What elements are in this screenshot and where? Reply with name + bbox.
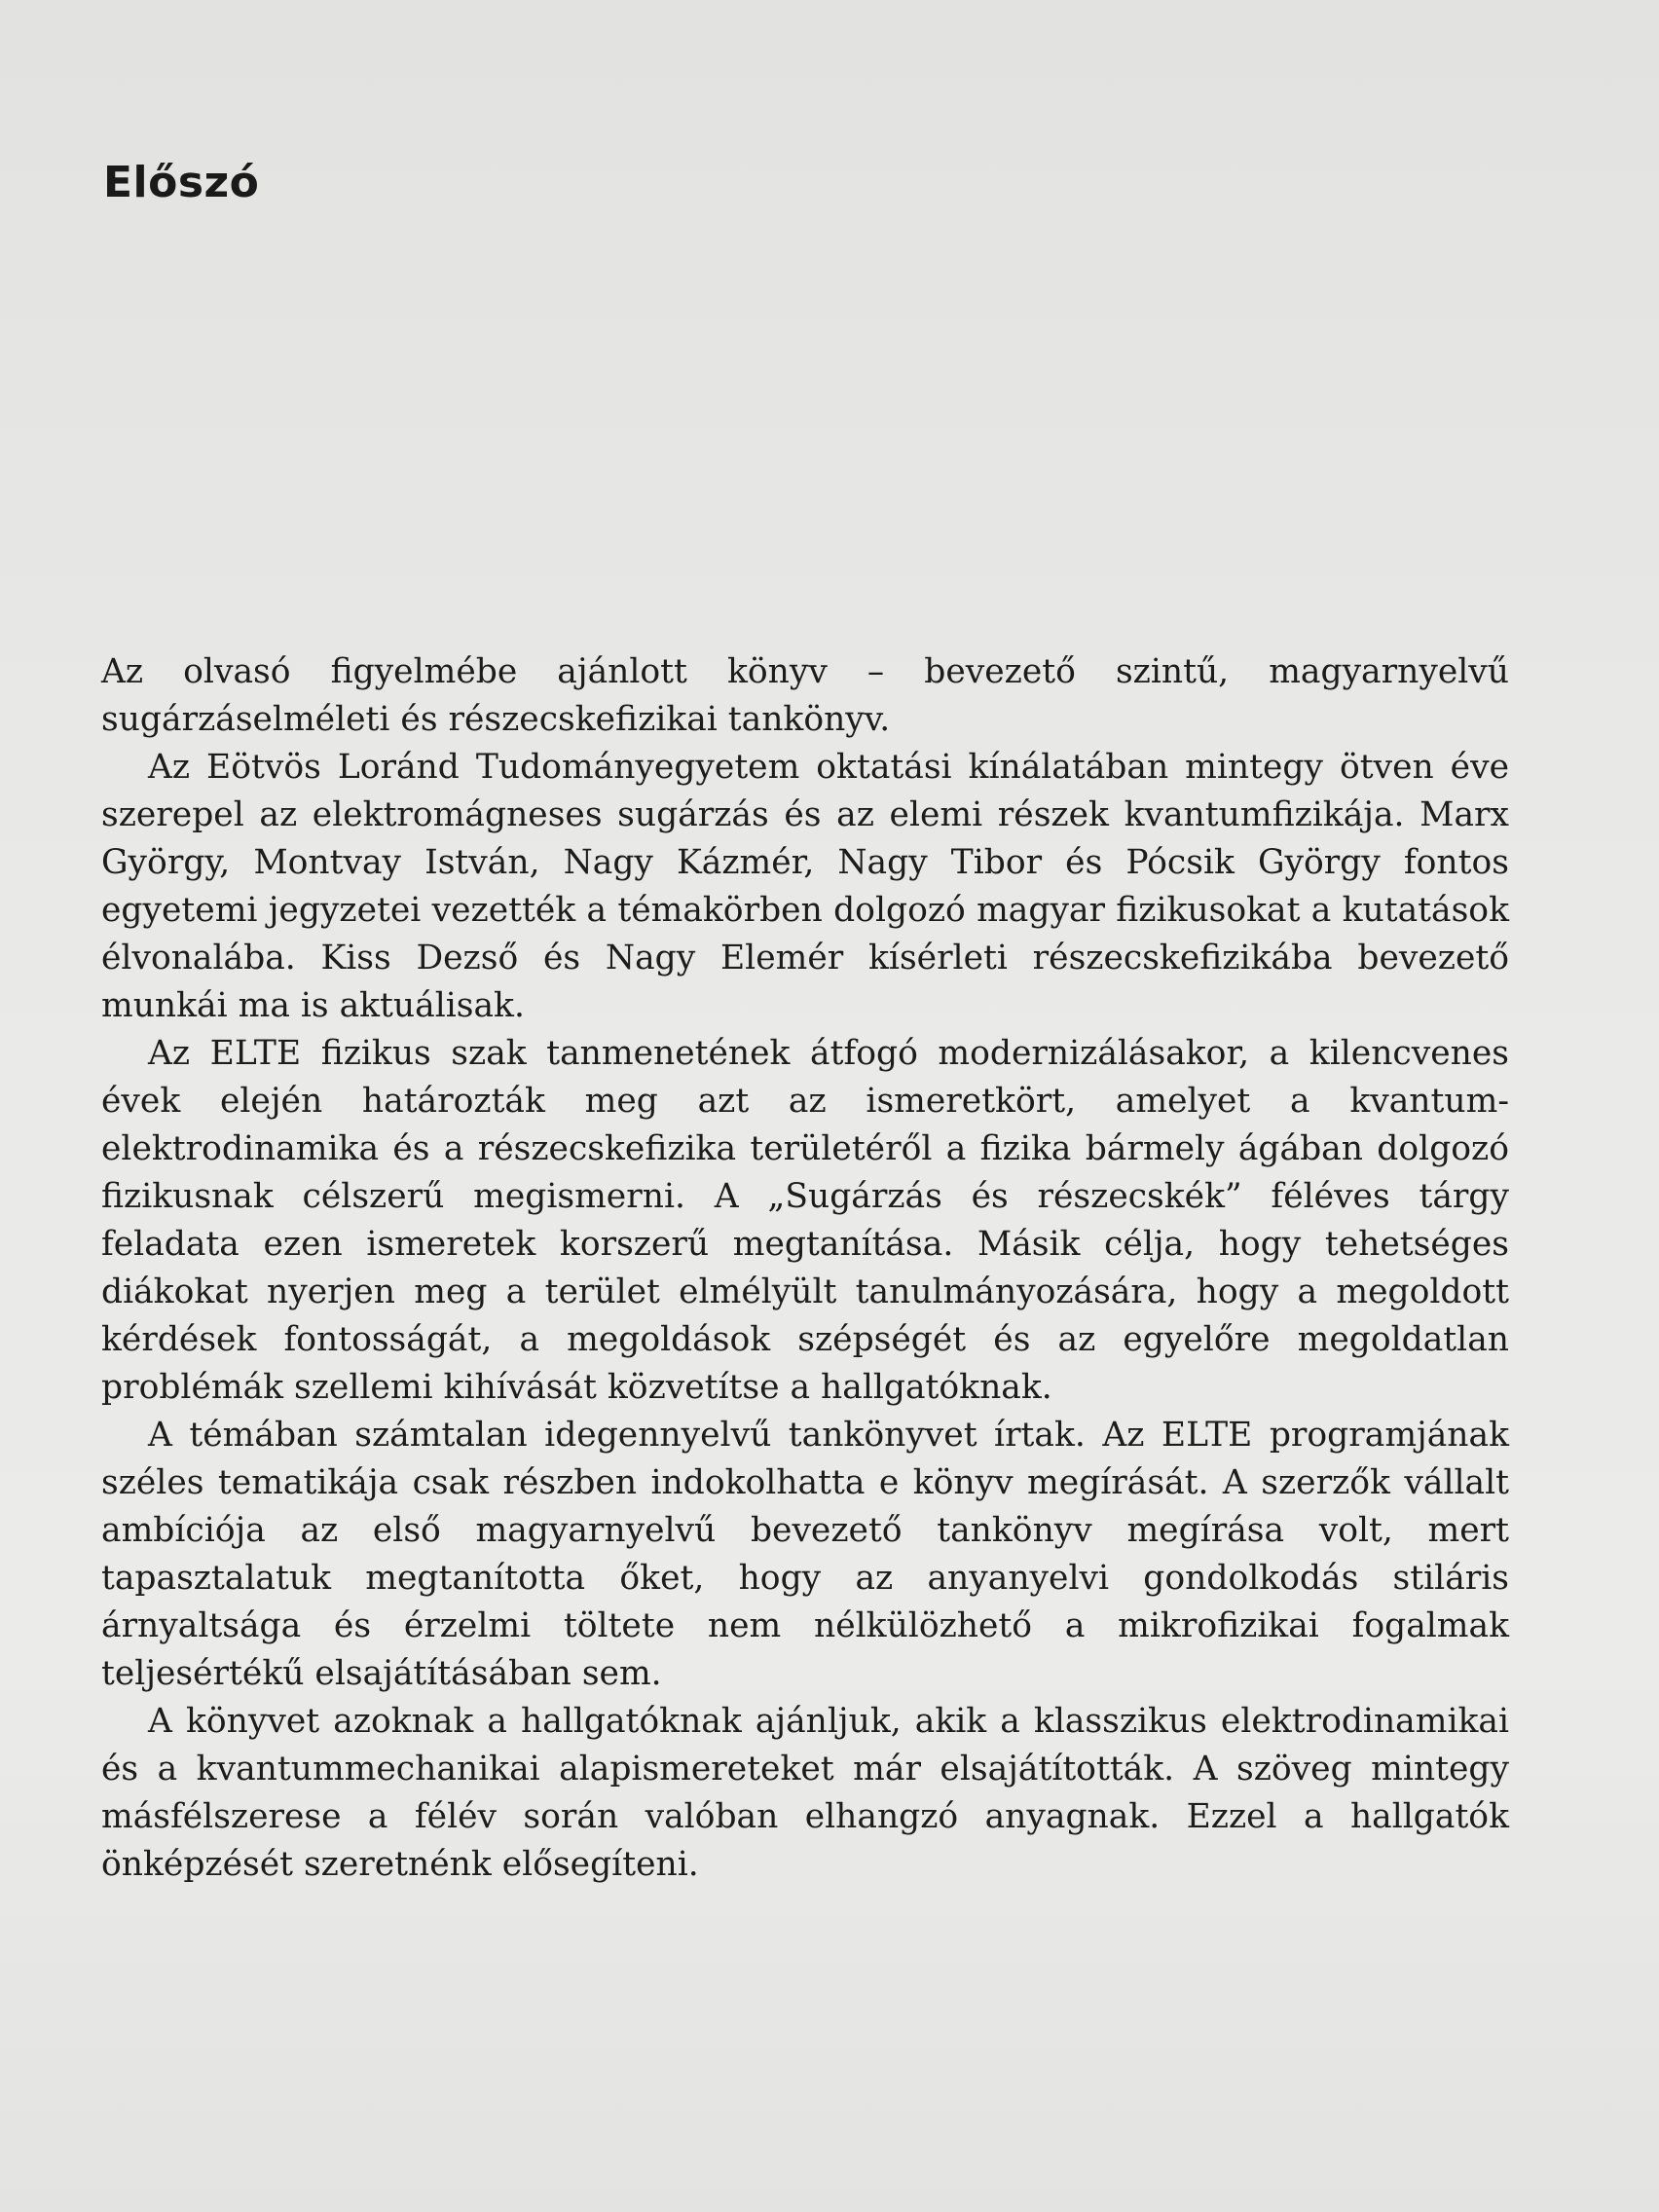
paragraph-2: Az Eötvös Loránd Tudományegyetem oktatási kínálatában mintegy ötven éve szerepel az elektromágneses sugárzás és az elemi részek kvantumfizikája. Marx György, Montvay István, Nagy Kázmér, Nagy Tibor és Pócsik György fontos egyetemi jegyzetei vezették a témakörben dolgozó magyar fizikusokat a kutatások élvonalába. Kiss Dezső és Nagy Elemér kísérleti részecskefizikába bevezető munkái ma is aktuálisak. [101,748,1509,1025]
page-heading: Előszó [103,158,260,207]
show-through-text [1013,0,1597,487]
preface-body [101,648,1509,1889]
paragraph-4: A témában számtalan idegennyelvű tankönyvet írtak. Az ELTE programjának széles tematikája csak részben indokolhatta e könyv megírását. A szerzők vállalt ambíciója az első magyarnyelvű bevezető tankönyv megírása volt, mert tapasztalatuk megtanította őket, hogy az anyanyelvi gondolkodás stiláris árnyaltsága és érzelmi töltete nem nélkülözhető a mikrofizikai fogalmak teljesértékű elsajátításában sem. [101,1416,1509,1693]
paragraph-3: Az ELTE fizikus szak tanmenetének átfogó modernizálásakor, a kilencvenes évek elején határozták meg azt az ismeretkört, amelyet a kvantumelektrodinamika és a részecskefizika területéről a fizika bármely ágában dolgozó fizikusnak célszerű megismerni. A „Sugárzás és részecskék” féléves tárgy feladata ezen ismeretek korszerű megtanítása. Másik célja, hogy tehetséges diákokat nyerjen meg a terület elmélyült tanulmányozására, hogy a megoldott kérdések fontosságát, a megoldások szépségét és az egyelőre megoldatlan problémák szellemi kihívását közvetítse a hallgatóknak. [101,1034,1509,1407]
paragraph-1: Az olvasó figyelmébe ajánlott könyv – bevezető szintű, magyarnyelvű sugárzáselméleti és részecskefizikai tankönyv. [101,652,1509,739]
paragraph-5: A könyvet azoknak a hallgatóknak ajánljuk, akik a klasszikus elektrodinamikai és a kvantummechanikai alapismereteket már elsajátították. A szöveg mintegy másfélszerese a félév során valóban elhangzó anyagnak. Ezzel a hallgatók önképzését szeretnénk elősegíteni. [101,1702,1509,1884]
